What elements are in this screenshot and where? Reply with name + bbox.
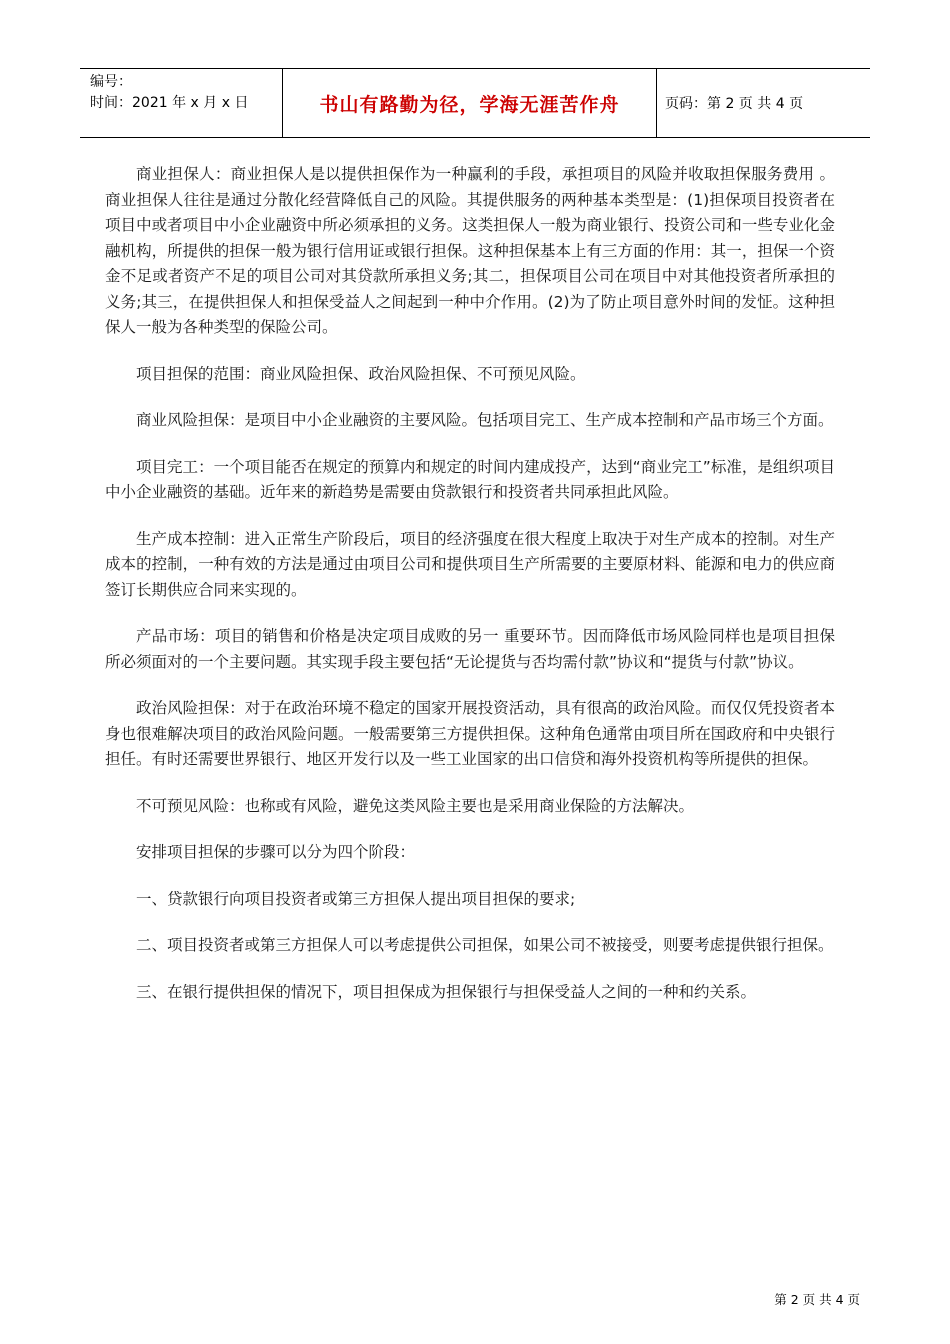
header-motto: 书山有路勤为径，学海无涯苦作舟 [283, 69, 657, 137]
header-meta-cell [80, 69, 283, 137]
paragraph-step-two: 二、项目投资者或第三方担保人可以考虑提供公司担保，如果公司不被接受，则要考虑提供银行担保。 [136, 936, 834, 954]
paragraph-commercial-risk: 商业风险担保：是项目中小企业融资的主要风险。包括项目完工、生产成本控制和产品市场三个方面。 [136, 411, 834, 429]
paragraph-step-one: 一、贷款银行向项目投资者或第三方担保人提出项目担保的要求; [136, 889, 576, 908]
paragraph-step-three: 三、在银行提供担保的情况下，项目担保成为担保银行与担保受益人之间的一种和约关系。 [136, 982, 757, 1001]
paragraph-commercial-guarantor: 商业担保人：商业担保人是以提供担保作为一种赢利的手段，承担项目的风险并收取担保服务费用 。商业担保人往往是通过分散化经营降低自己的风险。其提供服务的两种基本类型是：(1)担保项目投资者在项目中或者项目中小企业融资中所必须承担的义务。这类担保人一般为商业银行、投资公司和一些专业化金融机构，所提供的担保一般为银行信用证或银行担保。这种担保基本上有三方面的作用：其一，担保一个资金不足或者资产不足的项目公司对其贷款所承担义务;其二，担保项目公司在项目中对其他投资者所承担的义务;其三，在提供担保人和担保受益人之间起到一种中介作用。(2)为了防止项目意外时间的发怔。这种担保人一般为各种类型的保险公司。 [105, 165, 835, 336]
document-body [105, 162, 835, 1026]
header-page-number: 页码：第 2 页 共 4 页 [665, 96, 804, 112]
paragraph-guarantee-scope: 项目担保的范围：商业风险担保、政治风险担保、不可预见风险。 [136, 364, 586, 383]
document-time-label: 时间：2021 年 x 月 x 日 [90, 95, 249, 111]
paragraph-steps-intro: 安排项目担保的步骤可以分为四个阶段： [136, 843, 416, 861]
paragraph-cost-control: 生产成本控制：进入正常生产阶段后，项目的经济强度在很大程度上取决于对生产成本的控制。对生产成本的控制，一种有效的方法是通过由项目公司和提供项目生产所需要的主要原材料、能源和电力的供应商签订长期供应合同来实现的。 [105, 529, 835, 599]
document-number-label: 编号： [90, 74, 132, 90]
page-header [80, 68, 870, 138]
paragraph-unforeseen-risk: 不可预见风险：也称或有风险，避免这类风险主要也是采用商业保险的方法解决。 [136, 796, 695, 815]
paragraph-project-completion: 项目完工：一个项目能否在规定的预算内和规定的时间内建成投产，达到“商业完工”标准，是组织项目中小企业融资的基础。近年来的新趋势是需要由贷款银行和投资者共同承担此风险。 [105, 457, 835, 501]
paragraph-political-risk: 政治风险担保：对于在政治环境不稳定的国家开展投资活动，具有很高的政治风险。而仅仅凭投资者本身也很难解决项目的政治风险问题。一般需要第三方提供担保。这种角色通常由项目所在国政府和中央银行担任。有时还需要世界银行、地区开发行以及一些工业国家的出口信贷和海外投资机构等所提供的担保。 [105, 699, 835, 768]
paragraph-product-market: 产品市场：项目的销售和价格是决定项目成败的另一 重要环节。因而降低市场风险同样也是项目担保所必须面对的一个主要问题。其实现手段主要包括“无论提货与否均需付款”协议和“提货与付款”协议。 [105, 627, 835, 671]
page-footer: 第 2 页 共 4 页 [774, 1292, 860, 1307]
